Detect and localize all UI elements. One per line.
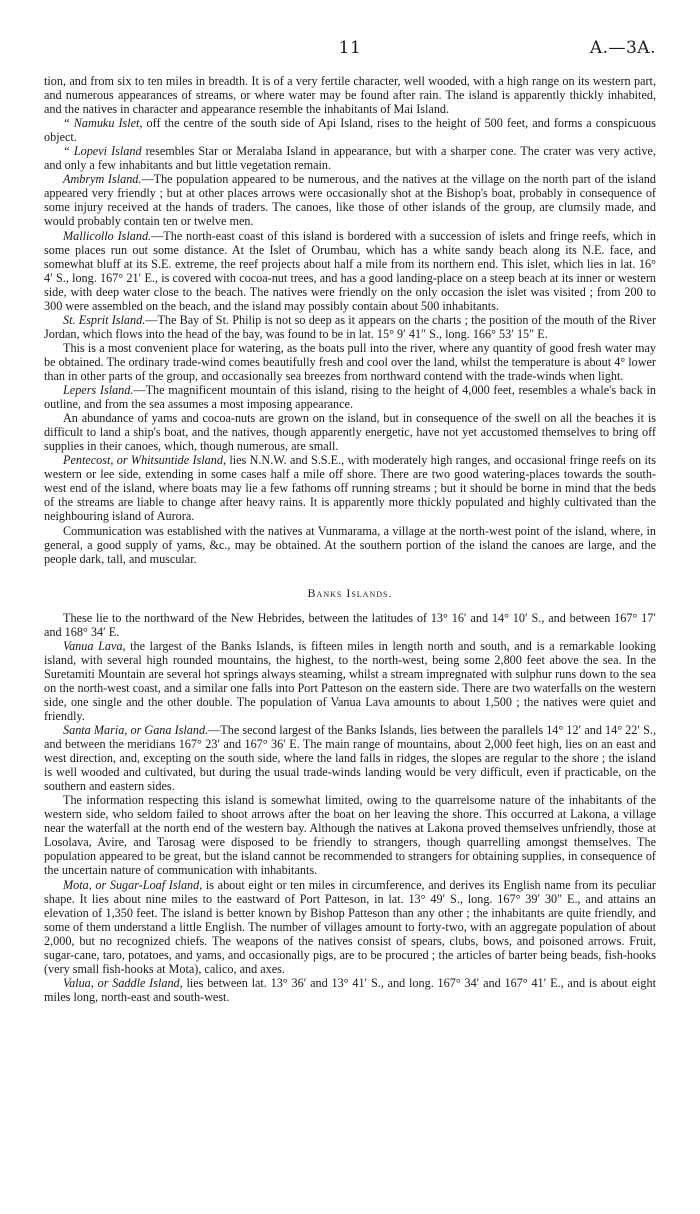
- paragraph: [44, 116, 656, 144]
- paragraph-text: These lie to the northward of the New Hebrides, between the latitudes of 13° 16′ and 14° 10′ S., and between 167° 17′ and 168° 34′ E.: [44, 610, 656, 639]
- section-heading: Banks Islands.: [307, 585, 393, 600]
- island-name: St. Esprit Island.: [63, 312, 146, 327]
- document-page: [44, 38, 656, 1004]
- paragraph-text: is about eight or ten miles in circumference, and derives its English name from its peculiar shape. It lies about nine miles to the eastward of Port Patteson, in lat. 13° 49′ S., long. 167° 39′ 30″ E., and attains an elevation of 1,350 feet. The island is better known by Bishop Patteson than any other ; the inhabitants are quite friendly, and some of them understand a little English. The number of villages amount to forty-two, with an aggregate population of about 2,000, but no recognized chiefs. The weapons of the natives consist of spears, clubs, bows, and poisoned arrows. Fruit, sugar-cane, taro, potatoes, and yams, and occasionally pigs, are to be procured ; the articles of barter being beads, fish-hooks (very small fish-hooks at Mota), calico, and axes.: [44, 877, 656, 976]
- island-name: “ Namuku Islet,: [63, 116, 143, 131]
- island-name: Ambrym Island.: [63, 172, 142, 187]
- paragraph-text: Communication was established with the natives at Vunmarama, a village at the north-west point of the island, where, in general, a good supply of yams, &c., may be obtained. At the southern portion of the island the canoes are large, and the people dark, tall, and muscular.: [44, 523, 656, 566]
- island-name: Mallicollo Island.: [63, 228, 152, 243]
- paragraph: [44, 639, 656, 723]
- paragraph: [44, 383, 656, 411]
- paragraph-text: —The Bay of St. Philip is not so deep as it appears on the charts ; the position of the mouth of the River Jordan, which flows into the head of the bay, was found to be in lat. 15° 9′ 41″ S., long. 166° 53′ 15″ E.: [44, 312, 657, 341]
- paragraph-text: lies N.N.W. and S.S.E., with moderately high ranges, and occasional fringe reefs on its western or lee side, extending in some cases half a mile off shore. There are two good watering-places towards the south-west end of the island, where boats may lie a few fathoms off running streams ; but it should be borne in mind that the beds of the streams are liable to change after heavy rains. It is apparently more thickly populated and highly cultivated than the neighbouring island of Aurora.: [44, 453, 657, 524]
- island-name: Santa Maria, or Gana Island.: [63, 723, 209, 738]
- paragraph: [44, 524, 656, 566]
- paragraph: [44, 229, 656, 313]
- paragraph-text: tion, and from six to ten miles in breadth. It is of a very fertile character, well wooded, with a high range on its western part, and numerous appearances of streams, or where water may be found after rain. The island is apparently thickly inhabited, and the natives in character and appearance resemble the inhabitants of Mai Island.: [44, 74, 656, 117]
- paragraph: [44, 793, 656, 877]
- paragraph-text: —The second largest of the Banks Islands, lies between the parallels 14° 12′ and 14° 22′ S., and between the meridians 167° 23′ and 167° 36′ E. The main range of mountains, about 2,000 feet high, lies on an east and west direction, and, excepting on the south side, where the land falls in ridges, the slopes are regular to the shore ; the island is well wooded and cultivated, but during the usual trade-winds landing would be very difficult, even if practicable, on the southern and eastern sides.: [44, 723, 656, 794]
- paragraph-text: —The magnificent mountain of this island, rising to the height of 4,000 feet, resembles a whale's back in outline, and from the sea assumes a most imposing appearance.: [44, 383, 656, 412]
- paragraph-text: The information respecting this island is somewhat limited, owing to the quarrelsome nature of the inhabitants of the western side, who seldom failed to shoot arrows after the boat on her leaving the shore. This occurred at Lakona, a village near the waterfall at the north end of the western bay. Although the natives at Lakona proved themselves unfriendly, those at Losolava, Avire, and Tarosag were disposed to be friendly to strangers, though quarrelling amongst themselves. The population appeared to be great, but the island cannot be recommended to strangers for obtaining supplies, in consequence of the uncertain nature of communication with inhabitants.: [44, 793, 656, 878]
- paragraph: [44, 723, 656, 793]
- paragraph: [44, 144, 656, 172]
- paragraph: [44, 611, 656, 639]
- paragraph-text: resembles Star or Meralaba Island in appearance, but with a sharper cone. The crater was very active, and only a few inhabitants and but little vegetation remain.: [44, 144, 656, 173]
- paragraph-text: the largest of the Banks Islands, is fifteen miles in length north and south, and is a remarkable looking island, with several high rounded mountains, the highest, to the north-west, being some 2,800 feet above the sea. In the Suretamiti Mountain are several hot springs always steaming, whilst a stream impregnated with sulphur runs down to the sea on the north-west coast, and a similar one falls into Port Patteson on the eastern side. There are two waterfalls on the western side, one single and the other double. The population of Vanua Lava amounts to about 1,500 ; the natives were quiet and friendly.: [44, 638, 657, 723]
- paragraph: [44, 341, 656, 383]
- paragraph: [44, 878, 656, 976]
- paragraph: [44, 411, 656, 453]
- island-name: Mota, or Sugar-Loaf Island,: [63, 877, 203, 892]
- document-reference: A.—3A.: [589, 38, 656, 58]
- page-number: 11: [338, 38, 362, 58]
- body-text-top: [44, 74, 656, 566]
- paragraph-text: —The population appeared to be numerous, and the natives at the village on the north part of the island appeared very friendly ; but at other places arrows were occasionally shot at the Bishop's boat, probably in consequence of some injury received at the hands of traders. The canoes, like those of other islands of the group, are clumsily made, and would probably contain ten or twelve men.: [44, 172, 656, 229]
- paragraph-text: —The north-east coast of this island is bordered with a succession of islets and fringe reefs, which in some places run out some distance. At the Islet of Orumbau, which has a white sandy beach along its N.E. face, and somewhat bluff at its S.E. extreme, the reef projects about half a mile from its northern end. This islet, which lies in lat. 16° 4′ S., long. 167° 21′ E., is covered with cocoa-nut trees, and has a good landing-place on a steep beach at its inner or western side, with deep water close to the beach. The natives were friendly on the only occasion the islet was visited ; from 200 to 300 were assembled on the beach, and the island may possibly contain about 500 inhabitants.: [44, 228, 656, 313]
- paragraph-text: off the centre of the south side of Api Island, rises to the height of 500 feet, and forms a conspicuous object.: [44, 116, 656, 145]
- paragraph-text: lies between lat. 13° 36′ and 13° 41′ S., and long. 167° 34′ and 167° 41′ E., and is about eight miles long, north-east and south-west.: [44, 975, 656, 1004]
- paragraph: [44, 172, 656, 228]
- page-header: [44, 38, 656, 74]
- island-name: “ Lopevi Island: [63, 144, 142, 159]
- body-text-bottom: [44, 611, 656, 1004]
- paragraph: [44, 74, 656, 116]
- island-name: Pentecost, or Whitsuntide Island,: [63, 453, 226, 468]
- island-name: Valua, or Saddle Island,: [63, 975, 183, 990]
- island-name: Vanua Lava,: [63, 638, 126, 653]
- paragraph-text: An abundance of yams and cocoa-nuts are grown on the island, but in consequence of the swell on all the beaches it is difficult to land a ship's boat, and the natives, though apparently energetic, have not yet accustomed themselves to bring off supplies in their canoes, which, though numerous, are small.: [44, 411, 656, 454]
- paragraph: [44, 453, 656, 523]
- paragraph: [44, 313, 656, 341]
- paragraph: [44, 976, 656, 1004]
- island-name: Lepers Island.: [63, 383, 134, 398]
- paragraph-text: This is a most convenient place for watering, as the boats pull into the river, where any quantity of good fresh water may be obtained. The ordinary trade-wind comes beautifully fresh and cool over the land, whilst the temperature is about 4° lower than in other parts of the group, and occasionally sea breezes from northward contend with the trade-winds when light.: [44, 340, 656, 383]
